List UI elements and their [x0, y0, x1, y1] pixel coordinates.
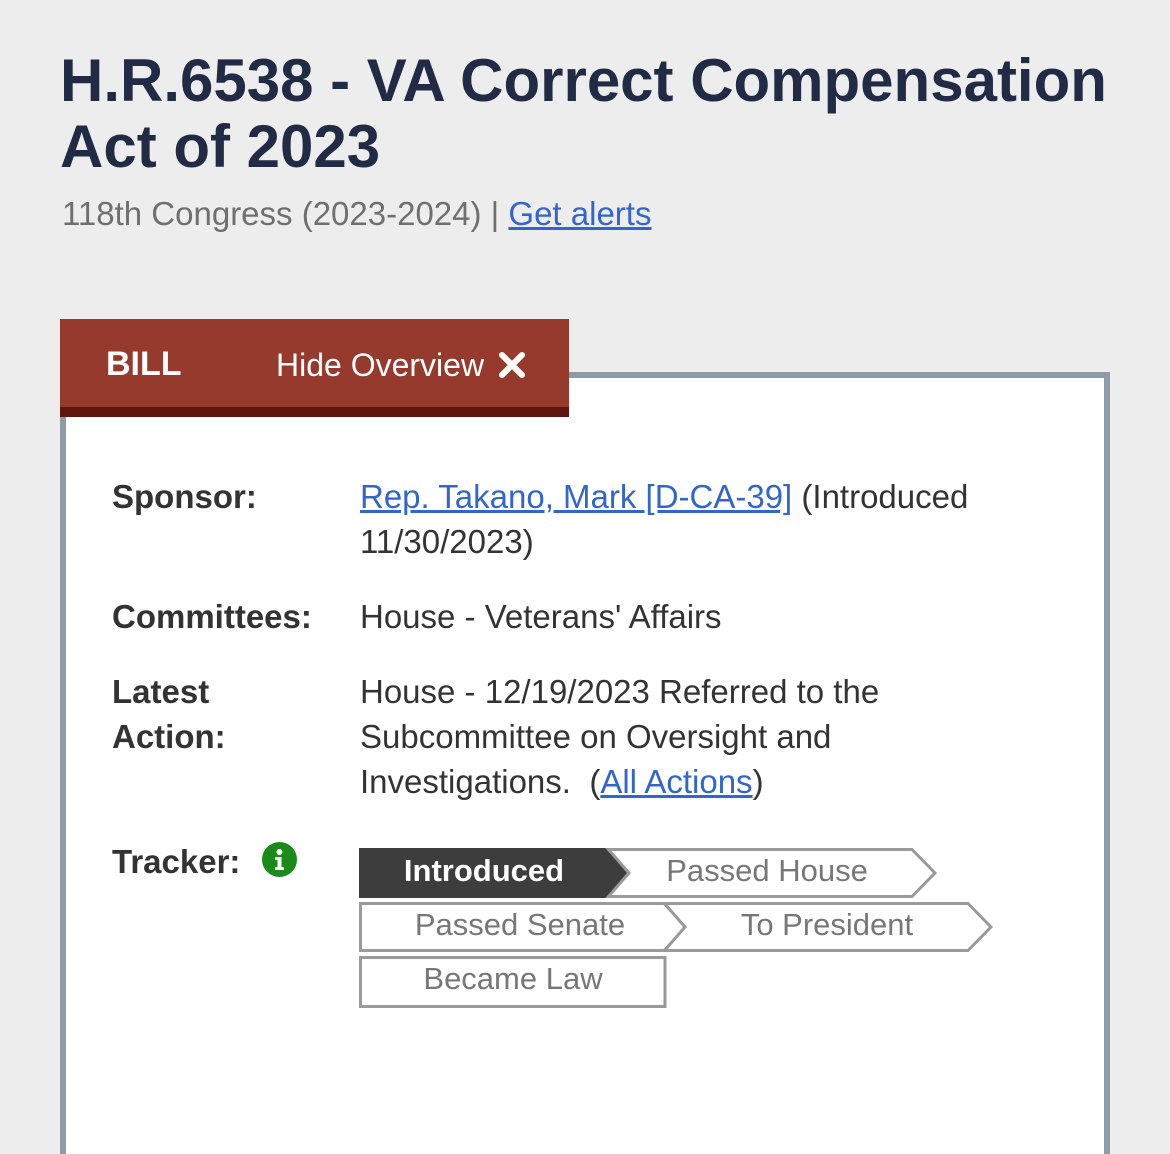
tracker-step-label: Passed Senate: [414, 907, 626, 942]
tracker-step-passed-house: [607, 848, 939, 898]
committees-label: Committees:: [112, 598, 312, 635]
latest-action-label-line1: Latest: [112, 673, 210, 710]
bill-tab: BILL: [106, 345, 182, 383]
get-alerts-link[interactable]: Get alerts: [508, 195, 652, 232]
tracker-step-label: To President: [740, 907, 914, 942]
tracker-step-became-law: [359, 956, 667, 1006]
latest-action-value: [360, 669, 1050, 804]
tracker-step-to-president: [663, 902, 995, 952]
page-title: H.R.6538 - VA Correct Compensation Act of 2023: [60, 47, 1107, 180]
tracker-step-label: Became Law: [423, 961, 603, 996]
all-actions-link[interactable]: All Actions: [600, 763, 753, 800]
latest-action-line1: House - 12/19/2023 Referred to the: [360, 673, 880, 710]
tracker-step-introduced: [359, 848, 631, 898]
hide-overview-label: Hide Overview: [276, 347, 485, 383]
info-icon[interactable]: [262, 842, 297, 877]
congress-line: [62, 194, 651, 234]
congress-text: 118th Congress (2023-2024) |: [62, 195, 500, 232]
latest-action-line3: Investigations.: [360, 763, 571, 800]
close-icon: [499, 348, 525, 386]
tracker-step-label: Introduced: [403, 853, 565, 888]
latest-action-line2: Subcommittee on Oversight and: [360, 718, 832, 755]
sponsor-label: Sponsor:: [112, 478, 257, 515]
latest-action-label: [112, 669, 226, 759]
sponsor-value: [360, 474, 1050, 564]
latest-action-label-line2: Action:: [112, 718, 226, 755]
committees-value: House - Veterans' Affairs: [360, 598, 722, 635]
overview-tab-bar: [60, 319, 569, 417]
tracker-label: Tracker:: [112, 843, 241, 880]
hide-overview-button[interactable]: [276, 346, 525, 386]
paren-close: ): [752, 763, 764, 800]
tracker-step-passed-senate: [359, 902, 691, 952]
introduced-date: 11/30/2023): [360, 523, 534, 560]
paren-open: (: [589, 763, 601, 800]
sponsor-link[interactable]: Rep. Takano, Mark [D-CA-39]: [360, 478, 793, 515]
tracker-step-label: Passed House: [666, 853, 868, 888]
introduced-text: (Introduced: [801, 478, 969, 515]
